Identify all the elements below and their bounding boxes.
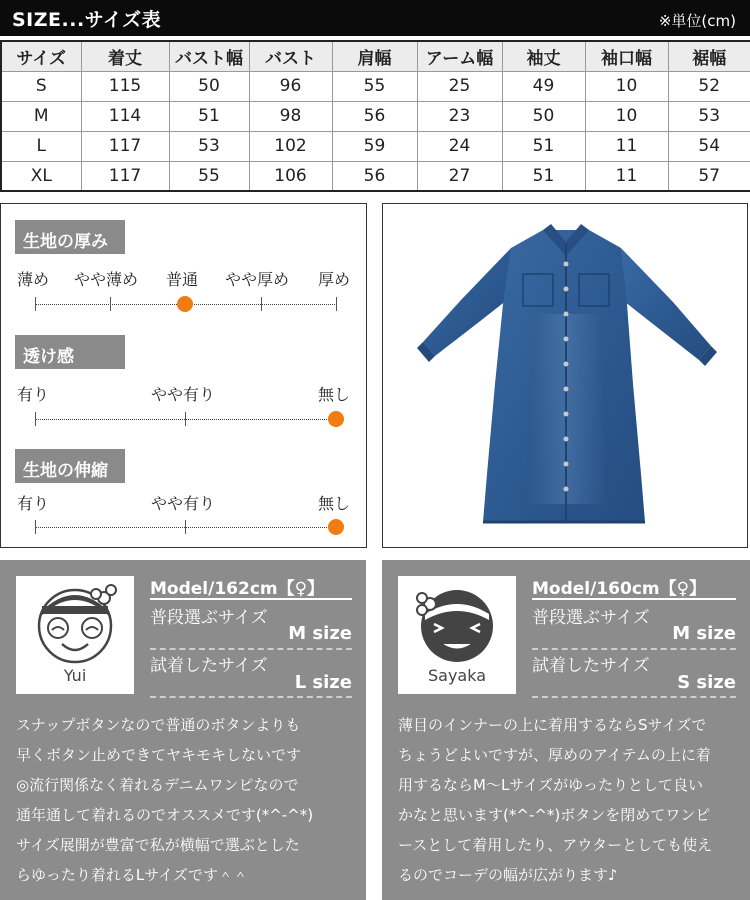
model-name: Sayaka — [427, 666, 487, 685]
column-header-cuff-width: 袖口幅 — [585, 41, 668, 71]
scale-tick — [185, 520, 186, 534]
table-cell: 117 — [81, 161, 169, 191]
column-header-size: サイズ — [1, 41, 81, 71]
tried-size-label: 試着したサイズ — [150, 656, 268, 676]
size-chart-title: SIZE...サイズ表 — [12, 9, 162, 31]
tried-size-value: L size — [294, 672, 352, 693]
scale-tick — [110, 297, 111, 311]
stretch-label: 生地の伸縮 — [15, 449, 125, 483]
scale-tick — [336, 297, 337, 311]
table-row — [1, 71, 750, 101]
size-chart-header — [0, 0, 750, 36]
table-cell: 59 — [332, 131, 417, 161]
transparency-label: 透け感 — [15, 335, 125, 369]
usual-size-label: 普段選ぶサイズ — [150, 608, 268, 628]
divider — [150, 648, 352, 650]
model-name: Yui — [63, 666, 87, 685]
transparency-option: 無し — [318, 385, 351, 404]
table-cell: 57 — [668, 161, 750, 191]
thickness-option: やや薄め — [74, 270, 139, 289]
tried-size-value: S size — [677, 672, 736, 693]
column-header-arm-width: アーム幅 — [417, 41, 502, 71]
table-cell: S — [1, 71, 81, 101]
table-cell: 11 — [585, 161, 668, 191]
stretch-option: 有り — [17, 494, 50, 513]
table-cell: 51 — [502, 131, 585, 161]
table-cell: 54 — [668, 131, 750, 161]
table-cell: 10 — [585, 71, 668, 101]
thickness-option: やや厚め — [225, 270, 290, 289]
smiling-face-icon — [16, 576, 134, 666]
column-header-bust: バスト — [249, 41, 332, 71]
divider — [532, 648, 736, 650]
divider — [532, 598, 736, 600]
table-row — [1, 161, 750, 191]
thickness-marker — [177, 296, 193, 312]
table-cell: 56 — [332, 161, 417, 191]
divider — [150, 696, 352, 698]
transparency-scale — [35, 419, 337, 420]
usual-size-value: M size — [672, 623, 736, 644]
table-cell: 11 — [585, 131, 668, 161]
table-cell: 23 — [417, 101, 502, 131]
table-row — [1, 131, 750, 161]
column-header-shoulder: 肩幅 — [332, 41, 417, 71]
tried-size-label: 試着したサイズ — [532, 656, 650, 676]
table-cell: 24 — [417, 131, 502, 161]
scale-tick — [35, 297, 36, 311]
table-cell: 10 — [585, 101, 668, 131]
column-header-length: 着丈 — [81, 41, 169, 71]
stretch-marker — [328, 519, 344, 535]
table-cell: 55 — [332, 71, 417, 101]
table-cell: 49 — [502, 71, 585, 101]
column-header-sleeve-length: 袖丈 — [502, 41, 585, 71]
column-header-hem-width: 裾幅 — [668, 41, 750, 71]
model-avatar-sayaka — [398, 576, 516, 694]
transparency-option: 有り — [17, 385, 50, 404]
usual-size-label: 普段選ぶサイズ — [532, 608, 650, 628]
model-panel-yui — [0, 560, 366, 900]
table-cell: 27 — [417, 161, 502, 191]
thickness-label: 生地の厚み — [15, 220, 125, 254]
table-cell: L — [1, 131, 81, 161]
table-cell: 53 — [169, 131, 249, 161]
model-height: Model/160cm【♀】 — [532, 579, 707, 599]
table-cell: 56 — [332, 101, 417, 131]
table-cell: 25 — [417, 71, 502, 101]
usual-size-value: M size — [288, 623, 352, 644]
model-height: Model/162cm【♀】 — [150, 579, 325, 599]
fabric-panel — [0, 203, 367, 548]
model-avatar-yui — [16, 576, 134, 694]
table-cell: 52 — [668, 71, 750, 101]
table-cell: 117 — [81, 131, 169, 161]
table-cell: XL — [1, 161, 81, 191]
table-cell: 51 — [502, 161, 585, 191]
size-table — [0, 40, 750, 192]
column-header-bust-width: バスト幅 — [169, 41, 249, 71]
scale-tick — [261, 297, 262, 311]
thickness-option: 厚め — [318, 270, 351, 289]
divider — [150, 598, 352, 600]
table-cell: 51 — [169, 101, 249, 131]
thickness-option: 普通 — [166, 270, 199, 289]
scale-tick — [35, 520, 36, 534]
table-cell: 114 — [81, 101, 169, 131]
denim-shirt-dress-image — [383, 204, 749, 549]
table-cell: 50 — [502, 101, 585, 131]
scale-tick — [35, 412, 36, 426]
model-panel-sayaka — [382, 560, 750, 900]
transparency-marker — [328, 411, 344, 427]
table-cell: 50 — [169, 71, 249, 101]
transparency-option: やや有り — [151, 385, 216, 404]
product-photo-panel — [382, 203, 748, 548]
table-cell: 102 — [249, 131, 332, 161]
table-cell: 96 — [249, 71, 332, 101]
table-cell: 115 — [81, 71, 169, 101]
winking-face-icon — [398, 576, 516, 666]
model-comment: スナップボタンなので普通のボタンよりも 早くボタン止めできてヤキモキしないです ◎流行関係なく着れるデニムワンピなので 通年通して着れるのでオススメです(*^-^*) サイズ展開が豊富で私が横幅で選ぶとした らゆったり着れるLサイズです＾＾ — [16, 716, 314, 884]
thickness-option: 薄め — [17, 270, 50, 289]
model-comment: 薄目のインナーの上に着用するならSサイズで ちょうどよいですが、厚めのアイテムの上に着 用するならM～Lサイズがゆったりとして良い かなと思います(*^-^*)ボタンを閉めてワンピ ースとして着用したり、アウターとしても使え るのでコーデの幅が広がります♪ — [398, 716, 713, 884]
table-cell: M — [1, 101, 81, 131]
unit-note: ※単位(cm) — [658, 12, 736, 30]
divider — [532, 696, 736, 698]
table-cell: 106 — [249, 161, 332, 191]
size-table-header-row — [1, 41, 750, 71]
table-cell: 98 — [249, 101, 332, 131]
table-cell: 55 — [169, 161, 249, 191]
table-row — [1, 101, 750, 131]
stretch-option: やや有り — [151, 494, 216, 513]
stretch-scale — [35, 527, 337, 528]
scale-tick — [185, 412, 186, 426]
table-cell: 53 — [668, 101, 750, 131]
stretch-option: 無し — [318, 494, 351, 513]
